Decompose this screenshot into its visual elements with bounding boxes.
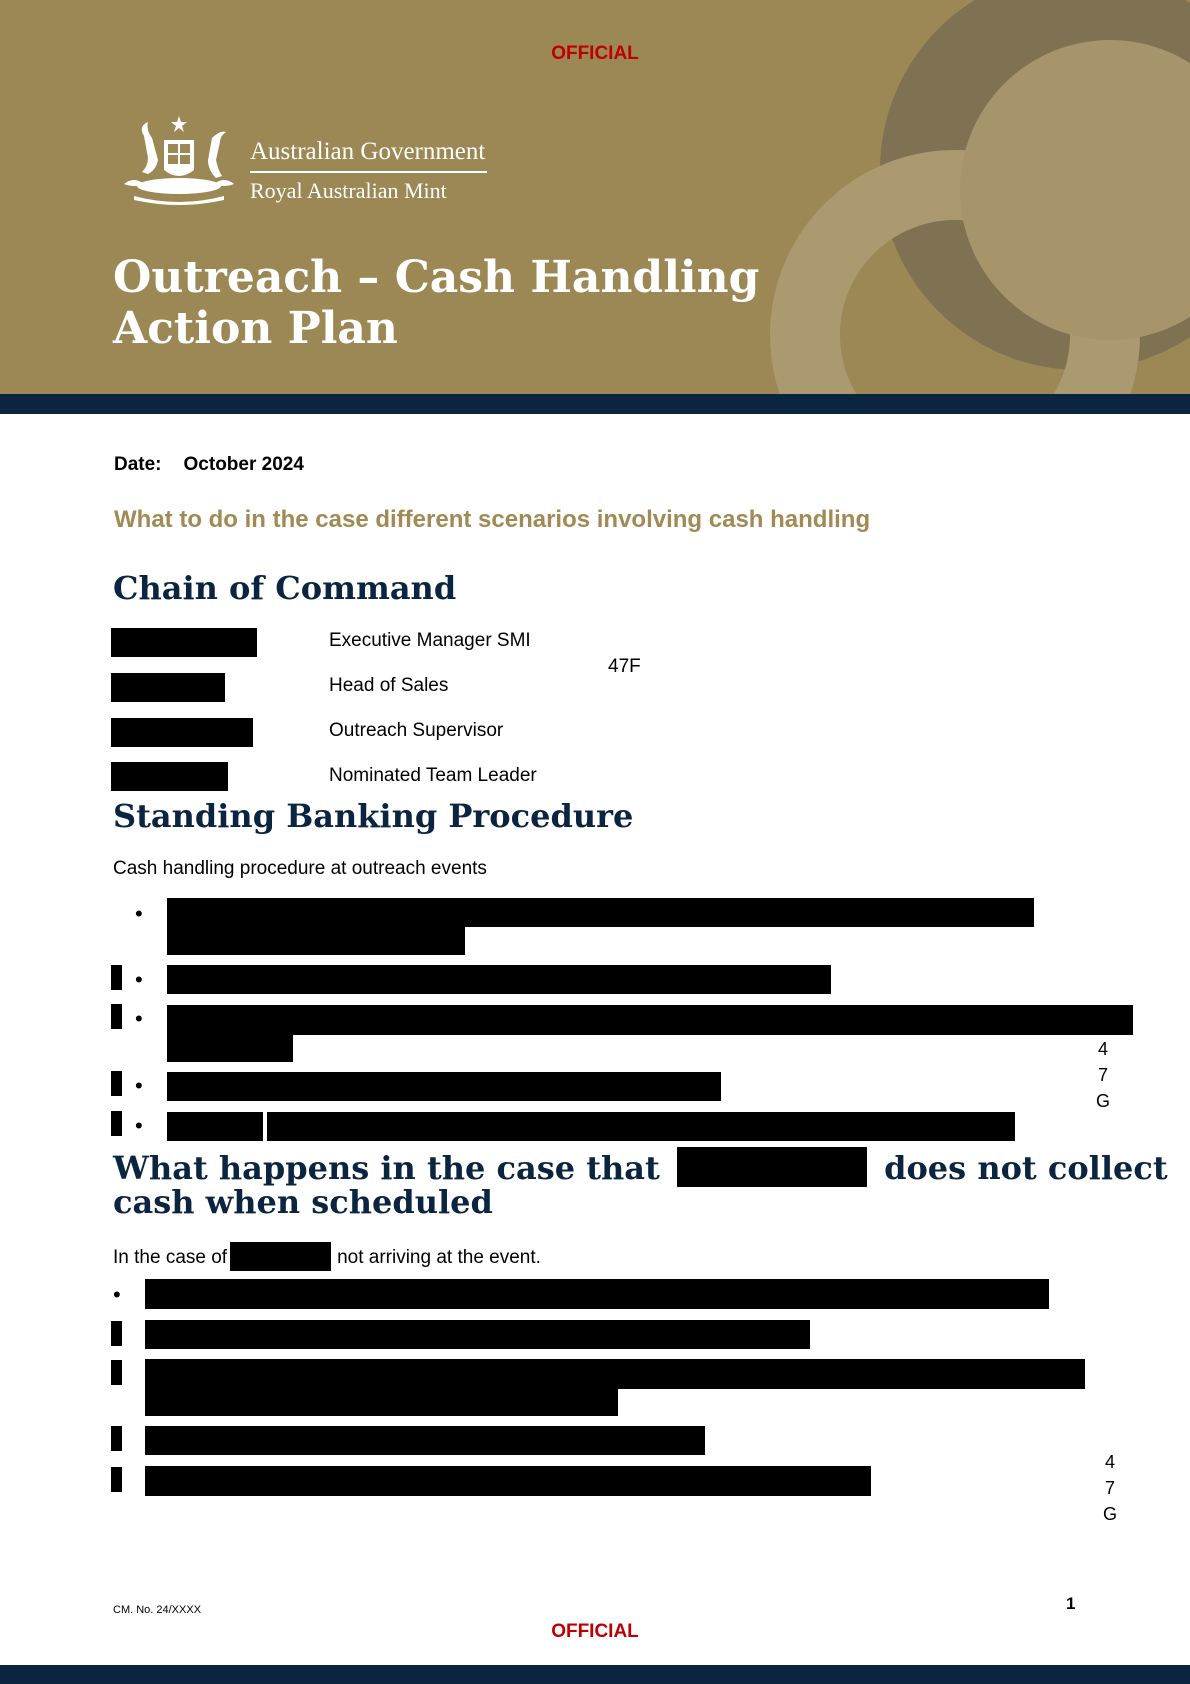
redaction-block — [167, 898, 1034, 927]
redaction-block — [267, 1112, 1015, 1141]
redaction-mark — [111, 1111, 122, 1136]
redaction-block — [230, 1242, 331, 1271]
redaction-block — [145, 1389, 618, 1416]
classification-marking-bottom: OFFICIAL — [551, 1621, 639, 1642]
no-collection-intro — [113, 1242, 541, 1271]
redaction-block — [111, 718, 253, 747]
date-label: Date: — [114, 454, 162, 475]
exemption-code: 4 7 G — [1095, 1039, 1110, 1111]
document-subheading: What to do in the case different scenarios involving cash handling — [114, 506, 871, 533]
redaction-block — [167, 1035, 293, 1062]
exemption-code: 4 7 G — [1102, 1452, 1117, 1524]
banking-intro: Cash handling procedure at outreach events — [113, 858, 487, 879]
banking-procedure-heading: Standing Banking Procedure — [113, 797, 634, 835]
heading-part-2: does not collect — [884, 1149, 1168, 1187]
agency-name: Royal Australian Mint — [250, 178, 447, 203]
redaction-block — [111, 628, 257, 657]
chain-of-command-heading: Chain of Command — [113, 569, 457, 607]
document-title — [113, 252, 813, 354]
redaction-block — [145, 1359, 1085, 1389]
redaction-block — [111, 762, 228, 791]
no-collection-heading-line2: cash when scheduled — [113, 1183, 493, 1221]
document-number: CM. No. 24/XXXX — [113, 1604, 202, 1616]
coat-of-arms-logo — [114, 114, 244, 209]
redaction-block — [167, 927, 465, 955]
classification-marking-top: OFFICIAL — [551, 43, 639, 64]
bullet-marker: • — [135, 1113, 143, 1138]
redaction-mark — [111, 1004, 122, 1029]
redaction-mark — [111, 965, 122, 990]
redaction-mark — [111, 1321, 122, 1346]
government-name: Australian Government — [250, 138, 486, 165]
bullet-marker: • — [135, 1006, 143, 1031]
date-value: October 2024 — [183, 454, 304, 475]
intro-part-1: In the case of — [113, 1247, 228, 1268]
redaction-block — [145, 1279, 1049, 1309]
bullet-marker: • — [135, 967, 143, 992]
heading-part-1: What happens in the case that — [113, 1149, 660, 1187]
footer-stripe — [0, 1665, 1190, 1684]
no-collection-heading — [113, 1147, 1168, 1187]
title-line-2: Action Plan — [113, 303, 398, 354]
page-number: 1 — [1066, 1594, 1076, 1613]
redaction-block — [145, 1466, 871, 1496]
redaction-mark — [111, 1360, 122, 1385]
role-label: Executive Manager SMI — [329, 630, 531, 651]
redaction-mark — [111, 1071, 122, 1096]
redaction-block — [167, 965, 831, 994]
redaction-block — [111, 673, 225, 702]
redaction-block — [167, 1005, 1133, 1035]
bullet-marker: • — [113, 1282, 121, 1307]
redaction-mark — [111, 1426, 122, 1451]
redaction-mark — [111, 1467, 122, 1492]
role-label: Outreach Supervisor — [329, 720, 504, 741]
exemption-code: 47F — [608, 656, 641, 677]
role-label: Nominated Team Leader — [329, 765, 537, 786]
date-row — [114, 454, 304, 476]
title-line-1: Outreach – Cash Handling — [113, 252, 760, 303]
intro-part-2: not arriving at the event. — [337, 1247, 541, 1268]
redaction-block — [167, 1072, 721, 1101]
redaction-block — [167, 1112, 263, 1141]
header-stripe — [0, 394, 1190, 414]
bullet-marker: • — [135, 901, 143, 926]
role-label: Head of Sales — [329, 675, 449, 696]
redaction-block — [677, 1147, 867, 1187]
redaction-block — [145, 1320, 810, 1349]
logo-divider — [250, 171, 487, 173]
bullet-marker: • — [135, 1073, 143, 1098]
redaction-block — [145, 1426, 705, 1455]
